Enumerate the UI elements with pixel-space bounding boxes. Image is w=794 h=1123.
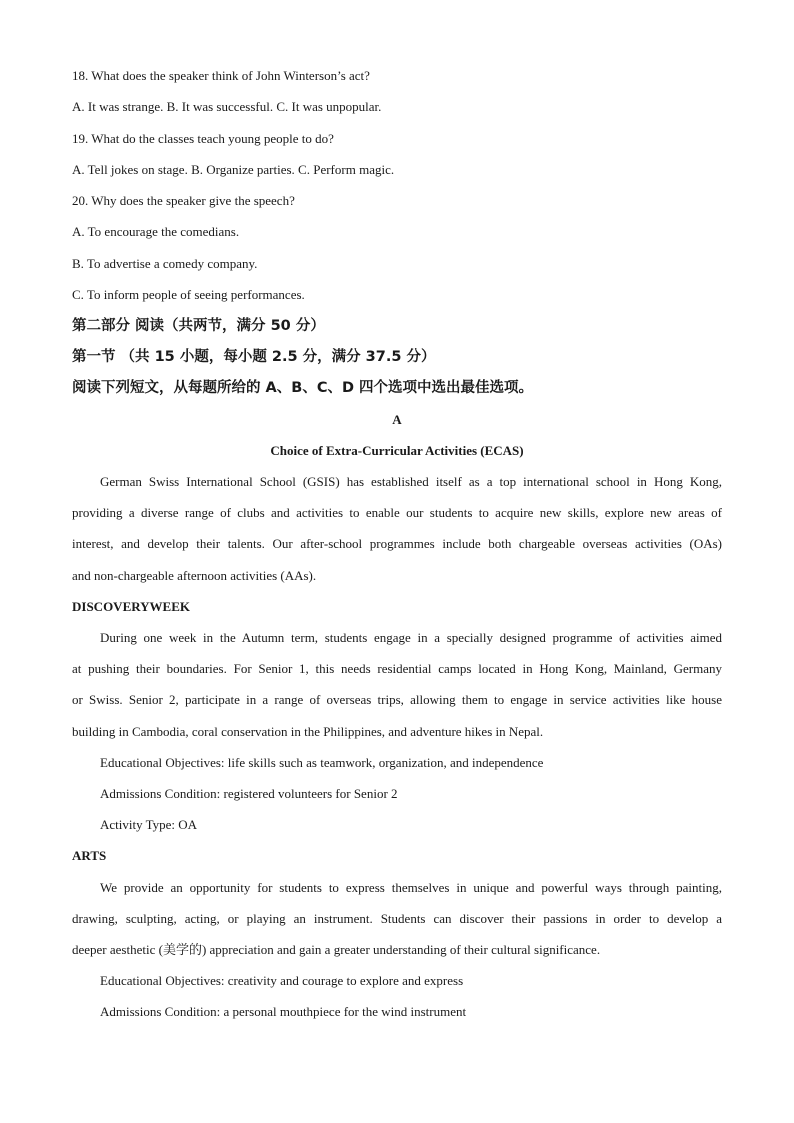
q19-options: A. Tell jokes on stage. B. Organize parties. C. Perform magic. — [72, 162, 395, 177]
arts-heading: ARTS — [72, 848, 107, 863]
part-heading: 第二部分 阅读（共两节，满分 50 分） — [72, 318, 325, 334]
arts-line: We provide an opportunity for students to express themselves in unique and powerful ways through painting, — [100, 880, 722, 895]
q18-options: A. It was strange. B. It was successful. C. It was unpopular. — [72, 99, 382, 114]
discovery-line: During one week in the Autumn term, students engage in a specially designed programme of activities aimed — [100, 630, 722, 645]
discovery-line: building in Cambodia, coral conservation in the Philippines, and adventure hikes in Nepal. — [72, 724, 544, 739]
q20-option-a: A. To encourage the comedians. — [72, 224, 240, 239]
q19-question: 19. What do the classes teach young people to do? — [72, 131, 334, 146]
q18-question: 18. What does the speaker think of John Winterson’s act? — [72, 68, 370, 83]
arts-admissions: Admissions Condition: a personal mouthpiece for the wind instrument — [100, 1004, 467, 1019]
arts-line: deeper aesthetic (美学的) appreciation and gain a greater understanding of their cultural significance. — [72, 942, 601, 957]
discovery-line: or Swiss. Senior 2, participate in a range of overseas trips, allowing them to engage in service activities like house — [72, 692, 722, 707]
q20-option-b: B. To advertise a comedy company. — [72, 256, 258, 271]
arts-line: drawing, sculpting, acting, or playing an instrument. Students can discover their passions in order to develop a — [72, 911, 722, 926]
intro-line: German Swiss International School (GSIS) has established itself as a top international school in Hong Kong, — [100, 474, 722, 489]
intro-line: interest, and develop their talents. Our after-school programmes include both chargeable overseas activities (OAs) — [72, 536, 722, 551]
q20-option-c: C. To inform people of seeing performances. — [72, 287, 305, 302]
q20-question: 20. Why does the speaker give the speech? — [72, 193, 295, 208]
passage-letter: A — [392, 412, 402, 427]
discovery-heading: DISCOVERYWEEK — [72, 599, 191, 614]
reading-instruction: 阅读下列短文，从每题所给的 A、B、C、D 四个选项中选出最佳选项。 — [72, 380, 534, 396]
passage-title: Choice of Extra-Curricular Activities (ECAS) — [270, 443, 524, 458]
discovery-line: at pushing their boundaries. For Senior 1, this needs residential camps located in Hong Kong, Mainland, Germany — [72, 661, 722, 676]
discovery-activity-type: Activity Type: OA — [100, 817, 198, 832]
discovery-objectives: Educational Objectives: life skills such as teamwork, organization, and independence — [100, 755, 544, 770]
discovery-admissions: Admissions Condition: registered volunteers for Senior 2 — [100, 786, 398, 801]
intro-line: providing a diverse range of clubs and activities to enable our students to acquire new skills, explore new areas of — [72, 505, 722, 520]
section-heading: 第一节 （共 15 小题，每小题 2.5 分，满分 37.5 分） — [72, 349, 436, 365]
arts-objectives: Educational Objectives: creativity and courage to explore and express — [100, 973, 464, 988]
intro-line: and non-chargeable afternoon activities (AAs). — [72, 568, 317, 583]
